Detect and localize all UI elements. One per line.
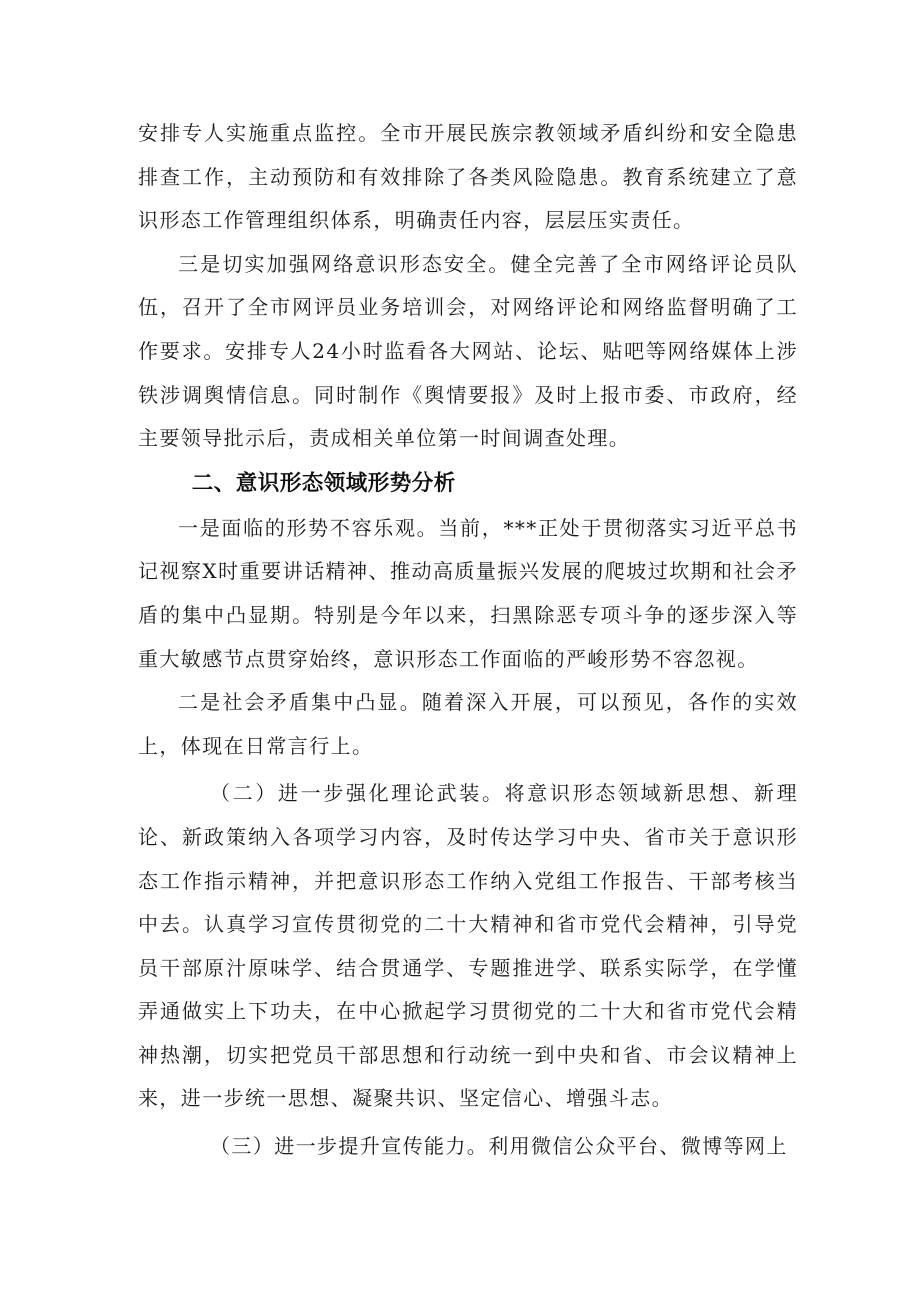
paragraph-publicity: （三）进一步提升宣传能力。利用微信公众平台、微博等网上 xyxy=(210,1134,788,1159)
paragraph-network-security: 三是切实加强网络意识形态安全。健全完善了全市网络评论员队伍，召开了全市网评员业务培训会，对网络评论和网络监督明确了工作要求。安排专人24小时监看各大网站、论坛、贴吧等网络媒体上涉铁涉调舆情信息。同时制作《舆情要报》及时上报市委、市政府，经主要领导批示后，责成相关单位第一时间调查处理。 xyxy=(138,251,798,451)
section-heading: 二、意识形态领域形势分析 xyxy=(191,470,456,496)
paragraph-continuation: 安排专人实施重点监控。全市开展民族宗教领域矛盾纠纷和安全隐患排查工作，主动预防和有效排除了各类风险隐患。教育系统建立了意识形态工作管理组织体系，明确责任内容，层层压实责任。 xyxy=(138,121,798,233)
paragraph-social-conflict: 二是社会矛盾集中凸显。随着深入开展，可以预见，各作的实效上，体现在日常言行上。 xyxy=(138,690,798,758)
document-body xyxy=(138,112,798,1169)
paragraph-situation: 一是面临的形势不容乐观。当前，***正处于贯彻落实习近平总书记视察X时重要讲话精神、推动高质量振兴发展的爬坡过坎期和社会矛盾的集中凸显期。特别是今年以来，扫黑除恶专项斗争的逐步深入等重大敏感节点贯穿始终，意识形态工作面临的严峻形势不容忽视。 xyxy=(138,515,798,671)
paragraph-theory: （二）进一步强化理论武装。将意识形态领域新思想、新理论、新政策纳入各项学习内容，及时传达学习中央、省市关于意识形态工作指示精神，并把意识形态工作纳入党组工作报告、干部考核当中去。认真学习宣传贯彻党的二十大精神和省市党代会精神，引导党员干部原汁原味学、结合贯通学、专题推进学、联系实际学，在学懂弄通做实上下功夫，在中心掀起学习贯彻党的二十大和省市党代会精神热潮，切实把党员干部思想和行动统一到中央和省、市会议精神上来，进一步统一思想、凝聚共识、坚定信心、增强斗志。 xyxy=(138,781,798,1111)
